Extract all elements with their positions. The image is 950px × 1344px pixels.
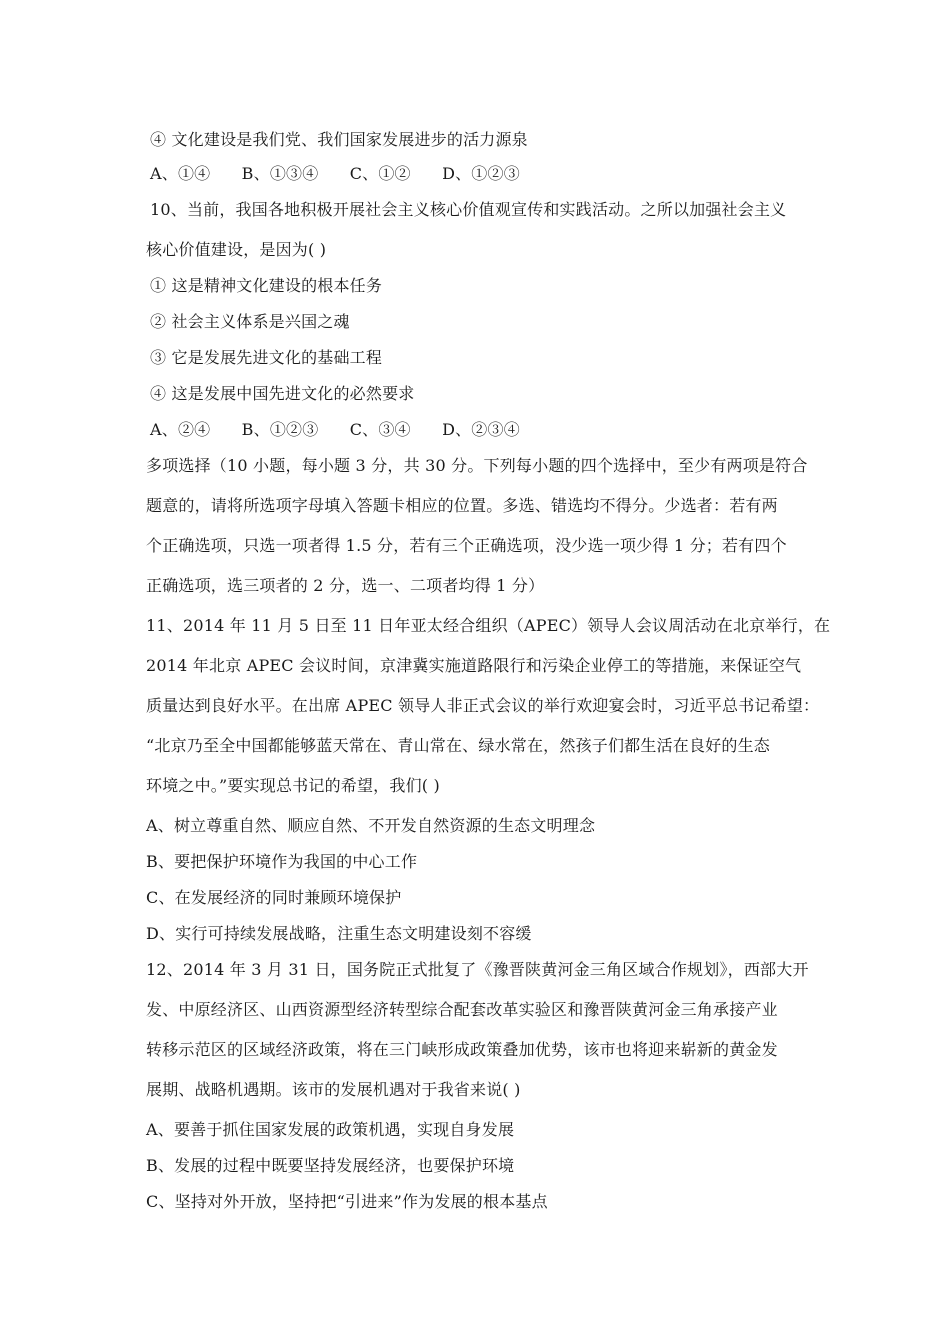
q10-option-d: D、②③④ bbox=[442, 420, 520, 439]
q9-option-c: C、①② bbox=[349, 164, 411, 183]
q11-choice-c: C、在发展经济的同时兼顾环境保护 bbox=[146, 888, 402, 907]
section-instructions-line-4: 正确选项，选三项者的 2 分，选一、二项者均得 1 分） bbox=[146, 576, 545, 595]
q11-choice-a: A、树立尊重自然、顺应自然、不开发自然资源的生态文明理念 bbox=[146, 816, 596, 835]
q12-choice-a: A、要善于抓住国家发展的政策机遇，实现自身发展 bbox=[146, 1120, 515, 1139]
q12-stem-line-4: 展期、战略机遇期。该市的发展机遇对于我省来说( ) bbox=[146, 1080, 521, 1099]
q11-stem-line-4: “北京乃至全中国都能够蓝天常在、青山常在、绿水常在，然孩子们都生活在良好的生态 bbox=[146, 736, 770, 755]
q11-stem-line-1: 11、2014 年 11 月 5 日至 11 日年亚太经合组织（APEC）领导人会议周活动在北京举行，在 bbox=[146, 616, 831, 635]
section-instructions-line-3: 个正确选项，只选一项者得 1.5 分，若有三个正确选项，没少选一项少得 1 分；若有四个 bbox=[146, 536, 787, 555]
q10-option-a: A、②④ bbox=[150, 420, 211, 439]
q11-stem-line-5: 环境之中。”要实现总书记的希望，我们( ) bbox=[146, 776, 440, 795]
q10-options bbox=[150, 420, 520, 440]
q10-item-3: ③ 它是发展先进文化的基础工程 bbox=[150, 348, 383, 367]
q11-stem-line-2: 2014 年北京 APEC 会议时间，京津冀实施道路限行和污染企业停工的等措施，来保证空气 bbox=[146, 656, 802, 675]
q12-choice-c: C、坚持对外开放，坚持把“引进来”作为发展的根本基点 bbox=[146, 1192, 548, 1211]
q9-option-b: B、①③④ bbox=[241, 164, 319, 183]
q12-choice-b: B、发展的过程中既要坚持发展经济，也要保护环境 bbox=[146, 1156, 515, 1175]
q11-choice-d: D、实行可持续发展战略，注重生态文明建设刻不容缓 bbox=[146, 924, 532, 943]
q9-option-d: D、①②③ bbox=[442, 164, 520, 183]
q11-stem-line-3: 质量达到良好水平。在出席 APEC 领导人非正式会议的举行欢迎宴会时，习近平总书记希望： bbox=[146, 696, 820, 715]
section-instructions-line-2: 题意的，请将所选项字母填入答题卡相应的位置。多选、错选均不得分。少选者：若有两 bbox=[146, 496, 778, 515]
q9-option-a: A、①④ bbox=[150, 164, 211, 183]
q10-stem-line-1: 10、当前，我国各地积极开展社会主义核心价值观宣传和实践活动。之所以加强社会主义 bbox=[150, 200, 787, 219]
section-instructions-line-1: 多项选择（10 小题，每小题 3 分，共 30 分。下列每小题的四个选择中，至少有两项是符合 bbox=[146, 456, 808, 475]
q10-item-4: ④ 这是发展中国先进文化的必然要求 bbox=[150, 384, 415, 403]
q12-stem-line-1: 12、2014 年 3 月 31 日，国务院正式批复了《豫晋陕黄河金三角区域合作规划》，西部大开 bbox=[146, 960, 809, 979]
q9-options bbox=[150, 164, 520, 184]
q10-item-1: ① 这是精神文化建设的根本任务 bbox=[150, 276, 383, 295]
q9-item-4: ④ 文化建设是我们党、我们国家发展进步的活力源泉 bbox=[150, 130, 528, 149]
q12-stem-line-3: 转移示范区的区域经济政策，将在三门峡形成政策叠加优势，该市也将迎来崭新的黄金发 bbox=[146, 1040, 778, 1059]
q10-stem-line-2: 核心价值建设，是因为( ) bbox=[146, 240, 327, 259]
q10-item-2: ② 社会主义体系是兴国之魂 bbox=[150, 312, 350, 331]
q12-stem-line-2: 发、中原经济区、山西资源型经济转型综合配套改革实验区和豫晋陕黄河金三角承接产业 bbox=[146, 1000, 778, 1019]
q10-option-b: B、①②③ bbox=[241, 420, 319, 439]
q10-option-c: C、③④ bbox=[349, 420, 411, 439]
q11-choice-b: B、要把保护环境作为我国的中心工作 bbox=[146, 852, 418, 871]
